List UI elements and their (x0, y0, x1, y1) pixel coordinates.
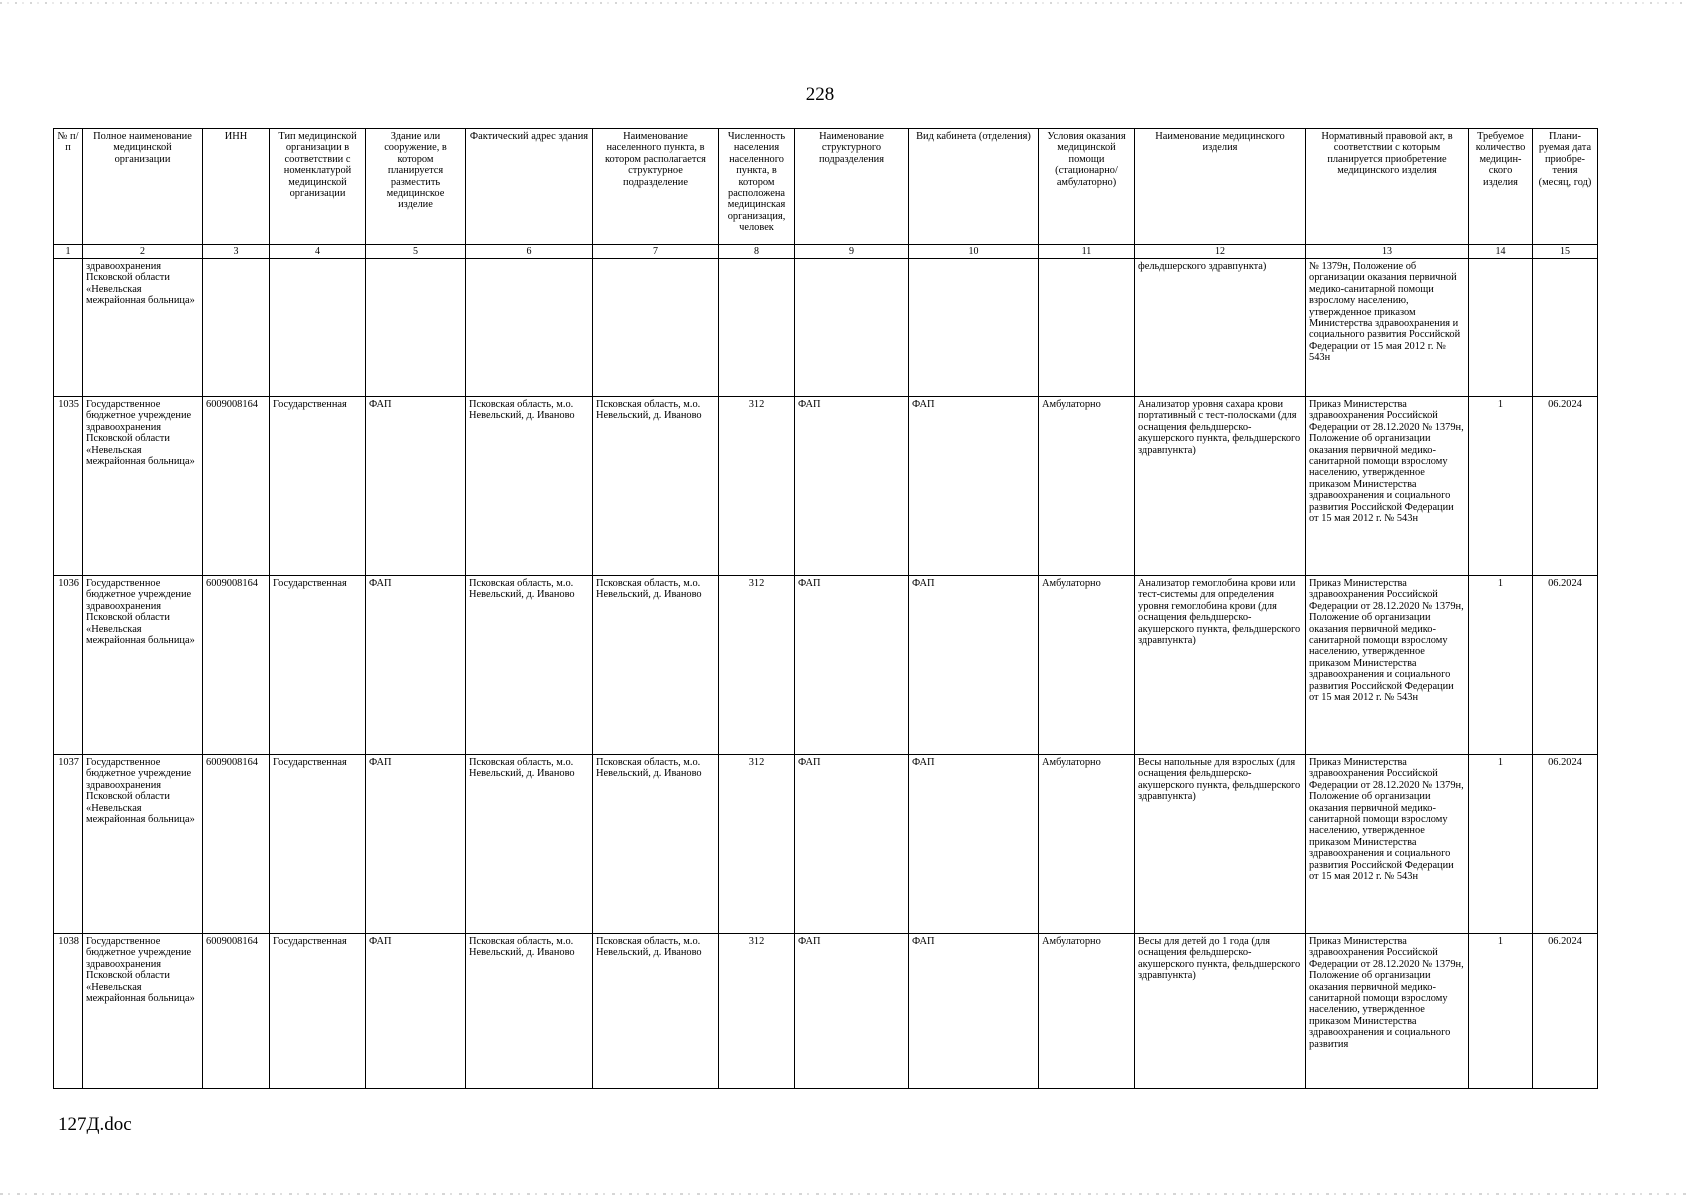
cell-address: Псковская область, м.о. Невельский, д. Иваново (466, 397, 593, 576)
cell-cabinet: ФАП (909, 934, 1039, 1089)
cell-cabinet: ФАП (909, 576, 1039, 755)
cell-type: Государственная (270, 397, 366, 576)
header-cell: Фактический адрес здания (466, 129, 593, 245)
cell-conditions: Амбулаторно (1039, 576, 1135, 755)
cell-inn: 6009008164 (203, 934, 270, 1089)
column-number: 2 (83, 245, 203, 259)
cell-act: № 1379н, Положение об организации оказания первичной медико-санитарной помощи взрослому населению, утвержденное приказом Министерства здравоохранения и социального развития Российской Федерации от 15 мая 2012 г. № 543н (1306, 259, 1469, 397)
column-number: 12 (1135, 245, 1306, 259)
cell-inn (203, 259, 270, 397)
column-number: 10 (909, 245, 1039, 259)
cell-org: Государственное бюджетное учреждение здравоохранения Псковской области «Невельская межрайонная больница» (83, 934, 203, 1089)
cell-qty: 1 (1469, 755, 1533, 934)
cell-date (1533, 259, 1598, 397)
header-cell: Тип медицинской организации в соответствии с номенклатурой медицинской организации (270, 129, 366, 245)
header-cell: Плани-руемая дата приобре-тения (месяц, год) (1533, 129, 1598, 245)
cell-org: Государственное бюджетное учреждение здравоохранения Псковской области «Невельская межрайонная больница» (83, 397, 203, 576)
cell-population: 312 (719, 576, 795, 755)
header-cell: № п/п (54, 129, 83, 245)
footer-filename: 127Д.doc (58, 1114, 132, 1135)
table-row-continued (54, 259, 1598, 397)
cell-inn: 6009008164 (203, 755, 270, 934)
cell-population: 312 (719, 397, 795, 576)
header-cell: Требуемое количество медицин-ского изделия (1469, 129, 1533, 245)
cell-type: Государственная (270, 755, 366, 934)
table-row (54, 755, 1598, 934)
cell-unit (795, 259, 909, 397)
table-row (54, 576, 1598, 755)
scan-edge-top (0, 2, 1686, 4)
cell-conditions: Амбулаторно (1039, 934, 1135, 1089)
column-number-row (54, 245, 1598, 259)
cell-population (719, 259, 795, 397)
cell-building: ФАП (366, 755, 466, 934)
column-number: 13 (1306, 245, 1469, 259)
cell-address: Псковская область, м.о. Невельский, д. Иваново (466, 934, 593, 1089)
cell-inn: 6009008164 (203, 576, 270, 755)
table-row (54, 934, 1598, 1089)
cell-locality: Псковская область, м.о. Невельский, д. Иваново (593, 755, 719, 934)
equipment-table (53, 128, 1598, 1089)
cell-conditions: Амбулаторно (1039, 755, 1135, 934)
column-number: 1 (54, 245, 83, 259)
cell-population: 312 (719, 755, 795, 934)
cell-device: Анализатор гемоглобина крови или тест-системы для определения уровня гемоглобина крови (для оснащения фельдшерско-акушерского пункта, фельдшерского здравпункта) (1135, 576, 1306, 755)
cell-act: Приказ Министерства здравоохранения Российской Федерации от 28.12.2020 № 1379н, Положение об организации оказания первичной медико-санитарной помощи взрослому населению, утвержденное приказом Министерства здравоохранения и социального развития (1306, 934, 1469, 1089)
cell-num: 1037 (54, 755, 83, 934)
cell-num (54, 259, 83, 397)
cell-locality: Псковская область, м.о. Невельский, д. Иваново (593, 397, 719, 576)
cell-building: ФАП (366, 397, 466, 576)
cell-building (366, 259, 466, 397)
cell-cabinet: ФАП (909, 397, 1039, 576)
table-row (54, 397, 1598, 576)
cell-unit: ФАП (795, 934, 909, 1089)
header-row (54, 129, 1598, 245)
cell-qty: 1 (1469, 934, 1533, 1089)
cell-num: 1038 (54, 934, 83, 1089)
cell-device: Весы для детей до 1 года (для оснащения фельдшерско-акушерского пункта, фельдшерского здравпункта) (1135, 934, 1306, 1089)
cell-org: Государственное бюджетное учреждение здравоохранения Псковской области «Невельская межрайонная больница» (83, 755, 203, 934)
cell-date: 06.2024 (1533, 934, 1598, 1089)
header-cell: Вид кабинета (отделения) (909, 129, 1039, 245)
cell-address: Псковская область, м.о. Невельский, д. Иваново (466, 576, 593, 755)
cell-org: здравоохранения Псковской области «Невельская межрайонная больница» (83, 259, 203, 397)
cell-num: 1035 (54, 397, 83, 576)
cell-locality: Псковская область, м.о. Невельский, д. Иваново (593, 576, 719, 755)
cell-population: 312 (719, 934, 795, 1089)
cell-unit: ФАП (795, 755, 909, 934)
cell-date: 06.2024 (1533, 576, 1598, 755)
header-cell: Полное наименование медицинской организации (83, 129, 203, 245)
cell-unit: ФАП (795, 576, 909, 755)
cell-type: Государственная (270, 934, 366, 1089)
column-number: 7 (593, 245, 719, 259)
cell-locality (593, 259, 719, 397)
cell-conditions (1039, 259, 1135, 397)
cell-device: Анализатор уровня сахара крови портативный с тест-полосками (для оснащения фельдшерско-акушерского пункта, фельдшерского здравпункта) (1135, 397, 1306, 576)
cell-inn: 6009008164 (203, 397, 270, 576)
column-number: 4 (270, 245, 366, 259)
header-cell: Наименование населенного пункта, в котором располагается структурное подразделение (593, 129, 719, 245)
cell-type: Государственная (270, 576, 366, 755)
column-number: 15 (1533, 245, 1598, 259)
cell-conditions: Амбулаторно (1039, 397, 1135, 576)
cell-building: ФАП (366, 934, 466, 1089)
header-cell: ИНН (203, 129, 270, 245)
header-cell: Наименование структурного подразделения (795, 129, 909, 245)
header-cell: Наименование медицинского изделия (1135, 129, 1306, 245)
cell-org: Государственное бюджетное учреждение здравоохранения Псковской области «Невельская межрайонная больница» (83, 576, 203, 755)
header-cell: Нормативный правовой акт, в соответствии с которым планируется приобретение медицинского изделия (1306, 129, 1469, 245)
column-number: 9 (795, 245, 909, 259)
cell-act: Приказ Министерства здравоохранения Российской Федерации от 28.12.2020 № 1379н, Положение об организации оказания первичной медико-санитарной помощи взрослому населению, утвержденное приказом Министерства здравоохранения и социального развития Российской Федерации от 15 мая 2012 г. № 543н (1306, 755, 1469, 934)
cell-locality: Псковская область, м.о. Невельский, д. Иваново (593, 934, 719, 1089)
header-cell: Условия оказания медицинской помощи (стационарно/ амбулаторно) (1039, 129, 1135, 245)
cell-act: Приказ Министерства здравоохранения Российской Федерации от 28.12.2020 № 1379н, Положение об организации оказания первичной медико-санитарной помощи взрослому населению, утвержденное приказом Министерства здравоохранения и социального развития Российской Федерации от 15 мая 2012 г. № 543н (1306, 576, 1469, 755)
equipment-table-wrapper (53, 128, 1598, 1089)
cell-cabinet: ФАП (909, 755, 1039, 934)
cell-device: фельдшерского здравпункта) (1135, 259, 1306, 397)
cell-building: ФАП (366, 576, 466, 755)
column-number: 11 (1039, 245, 1135, 259)
cell-date: 06.2024 (1533, 755, 1598, 934)
column-number: 3 (203, 245, 270, 259)
column-number: 8 (719, 245, 795, 259)
cell-date: 06.2024 (1533, 397, 1598, 576)
cell-unit: ФАП (795, 397, 909, 576)
column-number: 5 (366, 245, 466, 259)
cell-type (270, 259, 366, 397)
cell-qty (1469, 259, 1533, 397)
cell-num: 1036 (54, 576, 83, 755)
cell-address: Псковская область, м.о. Невельский, д. Иваново (466, 755, 593, 934)
page-number: 228 (805, 84, 835, 105)
column-number: 14 (1469, 245, 1533, 259)
cell-qty: 1 (1469, 397, 1533, 576)
cell-address (466, 259, 593, 397)
cell-device: Весы напольные для взрослых (для оснащения фельдшерско-акушерского пункта, фельдшерского здравпункта) (1135, 755, 1306, 934)
cell-qty: 1 (1469, 576, 1533, 755)
cell-cabinet (909, 259, 1039, 397)
cell-act: Приказ Министерства здравоохранения Российской Федерации от 28.12.2020 № 1379н, Положение об организации оказания первичной медико-санитарной помощи взрослому населению, утвержденное приказом Министерства здравоохранения и социального развития Российской Федерации от 15 мая 2012 г. № 543н (1306, 397, 1469, 576)
scan-edge-bottom (0, 1193, 1686, 1195)
column-number: 6 (466, 245, 593, 259)
header-cell: Здание или сооружение, в котором планируется разместить медицинское изделие (366, 129, 466, 245)
header-cell: Численность населения населенного пункта, в котором расположена медицинская организация, человек (719, 129, 795, 245)
